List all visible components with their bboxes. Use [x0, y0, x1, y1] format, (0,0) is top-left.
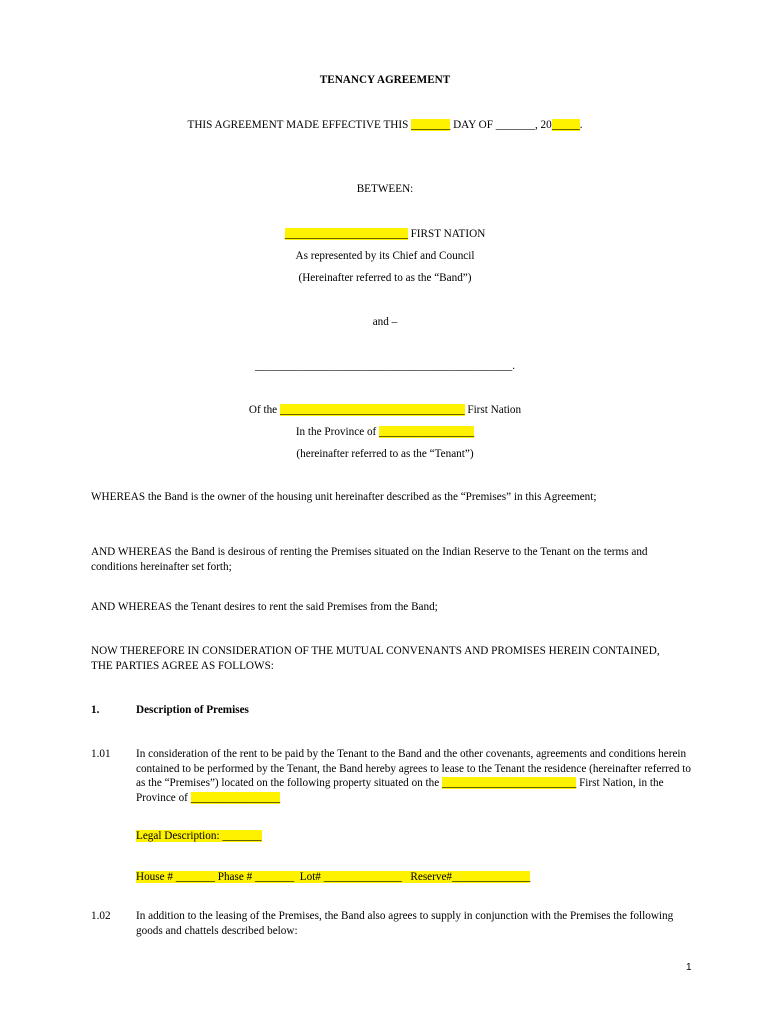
band-name-blank[interactable]: ______________________: [284, 228, 408, 240]
clause-1-01-province-blank[interactable]: ________________: [190, 791, 281, 804]
clause-1-01-body: In consideration of the rent to be paid by the Tenant to the Band and the other covenants, agreements and conditions herein contained to be performed by the Tenant, the Band hereby agrees to lease to the Tenant the residence (hereinafter referred to as the “Premises”) located on the following property situated on the: [136, 748, 691, 789]
tenant-first-nation-line: [0, 403, 770, 417]
band-name-line: [0, 227, 770, 241]
tenant-province-line: [0, 425, 770, 439]
effective-year-blank[interactable]: _____: [551, 119, 580, 131]
page-number: 1: [686, 962, 692, 973]
section-1-number: 1.: [91, 704, 100, 716]
effective-end: .: [579, 119, 583, 131]
effective-day-blank[interactable]: _______: [411, 119, 451, 131]
recital-1: WHEREAS the Band is the owner of the housing unit hereinafter described as the “Premises” in this Agreement;: [91, 491, 597, 503]
effective-mid: DAY OF _______, 20: [450, 119, 552, 131]
clause-1-01-text: [136, 747, 696, 805]
recital-3: AND WHEREAS the Tenant desires to rent the said Premises from the Band;: [91, 601, 438, 613]
legal-description-field[interactable]: Legal Description: _______: [136, 830, 262, 842]
legal-description-line: [136, 829, 262, 843]
document-title: TENANCY AGREEMENT: [319, 74, 451, 86]
clause-1-02-text: In addition to the leasing of the Premises, the Band also agrees to supply in conjunction with the Premises the following goods and chattels described below:: [136, 910, 674, 937]
band-name-suffix: FIRST NATION: [407, 228, 486, 240]
tenant-province-prefix: In the Province of: [295, 426, 380, 438]
clause-1-01-number: 1.01: [91, 748, 111, 760]
tenant-province-blank[interactable]: _________________: [379, 426, 475, 438]
effective-date-line: [0, 118, 770, 132]
tenant-first-nation-blank[interactable]: _________________________________: [279, 404, 465, 416]
recital-2: AND WHEREAS the Band is desirous of renting the Premises situated on the Indian Reserve to the Tenant on the terms and conditions hereinafter set forth;: [91, 546, 648, 573]
tenant-fn-suffix: First Nation: [464, 404, 522, 416]
clause-1-02-number: 1.02: [91, 910, 111, 922]
effective-prefix: THIS AGREEMENT MADE EFFECTIVE THIS: [187, 119, 412, 131]
between-label: BETWEEN:: [356, 183, 414, 195]
recital-4: NOW THEREFORE IN CONSIDERATION OF THE MUTUAL CONVENANTS AND PROMISES HEREIN CONTAINED, THE PARTIES AGREE AS FOLLOWS:: [91, 645, 660, 672]
clause-1-01-first-nation-blank[interactable]: ________________________: [442, 777, 577, 789]
section-1-heading: Description of Premises: [136, 704, 249, 716]
tenant-of-prefix: Of the: [248, 404, 280, 416]
property-identifiers-line: [136, 870, 530, 884]
and-separator: and –: [372, 316, 398, 328]
tenant-referred: (hereinafter referred to as the “Tenant”): [296, 448, 474, 460]
band-referred: (Hereinafter referred to as the “Band”): [298, 272, 472, 284]
tenant-name-line[interactable]: ______________________________________________.: [254, 360, 516, 372]
property-identifiers-field[interactable]: House # _______ Phase # _______ Lot# ______________ Reserve#______________: [136, 871, 531, 883]
clause-1-01-mid: First Nation, in the Province of: [136, 777, 664, 804]
band-represented: As represented by its Chief and Council: [295, 250, 475, 262]
